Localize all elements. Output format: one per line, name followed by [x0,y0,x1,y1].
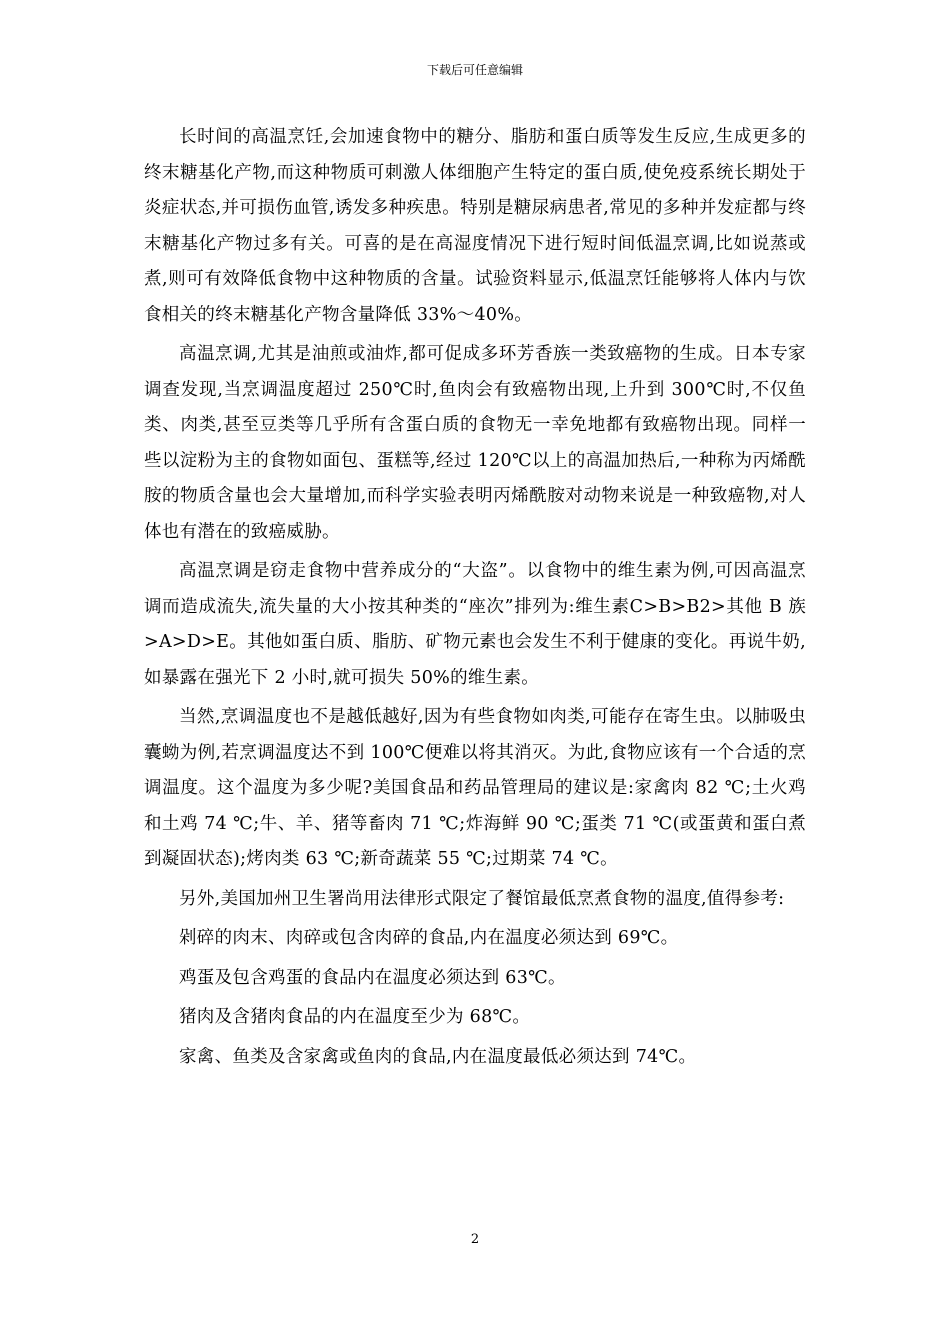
rule-poultry-fish: 家禽、鱼类及含家禽或鱼肉的食品,内在温度最低必须达到 74℃。 [179,1046,697,1067]
paragraph-vitamin-loss: 高温烹调是窃走食物中营养成分的“大盗”。以食物中的维生素为例,可因高温烹调而造成流失,流失量的大小按其种类的“座次”排列为:维生素C>B>B2>其他 B 族>A>D>E。其他如蛋白质、脂肪、矿物元素也会发生不利于健康的变化。再说牛奶,如暴露在强光下 2 小时,就可损失 50%的维生素。 [144,561,806,688]
paragraph-high-temp-glycation: 长时间的高温烹饪,会加速食物中的糖分、脂肪和蛋白质等发生反应,生成更多的终末糖基化产物,而这种物质可刺激人体细胞产生特定的蛋白质,使免疫系统长期处于炎症状态,并可损伤血管,诱发多种疾患。特别是糖尿病患者,常见的多种并发症都与终末糖基化产物过多有关。可喜的是在高湿度情况下进行短时间低温烹调,比如说蒸或煮,则可有效降低食物中这种物质的含量。试验资料显示,低温烹饪能够将人体内与饮食相关的终末糖基化产物含量降低 33%～40%。 [144,127,806,325]
paragraph-california-rules: 另外,美国加州卫生署尚用法律形式限定了餐馆最低烹煮食物的温度,值得参考: [179,888,785,909]
page-number: 2 [470,1232,480,1247]
rule-eggs: 鸡蛋及包含鸡蛋的食品内在温度必须达到 63℃。 [179,967,566,988]
paragraph-carcinogens: 高温烹调,尤其是油煎或油炸,都可促成多环芳香族一类致癌物的生成。日本专家调查发现,当烹调温度超过 250℃时,鱼肉会有致癌物出现,上升到 300℃时,不仅鱼类、肉类,甚至豆类等几乎所有含蛋白质的食物无一幸免地都有致癌物出现。同样一些以淀粉为主的食物如面包、蛋糕等,经过 120℃以上的高温加热后,一种称为丙烯酰胺的物质含量也会大量增加,而科学实验表明丙烯酰胺对动物来说是一种致癌物,对人体也有潜在的致癌威胁。 [144,344,806,542]
document-body [144,120,806,1075]
rule-minced-meat: 剁碎的肉末、肉碎或包含肉碎的食品,内在温度必须达到 69℃。 [179,928,679,948]
rule-pork: 猪肉及含猪肉食品的内在温度至少为 68℃。 [179,1007,531,1027]
page-header: 下载后可任意编辑 [426,63,523,77]
paragraph-fda-temperatures: 当然,烹调温度也不是越低越好,因为有些食物如肉类,可能存在寄生虫。以肺吸虫囊蚴为例,若烹调温度达不到 100℃便难以将其消灭。为此,食物应该有一个合适的烹调温度。这个温度为多少呢?美国食品和药品管理局的建议是:家禽肉 82 ℃;土火鸡和土鸡 74 ℃;牛、羊、猪等畜肉 71 ℃;炸海鲜 90 ℃;蛋类 71 ℃(或蛋黄和蛋白煮到凝固状态);烤肉类 63 ℃;新奇蔬菜 55 ℃;过期菜 74 ℃。 [144,707,806,869]
